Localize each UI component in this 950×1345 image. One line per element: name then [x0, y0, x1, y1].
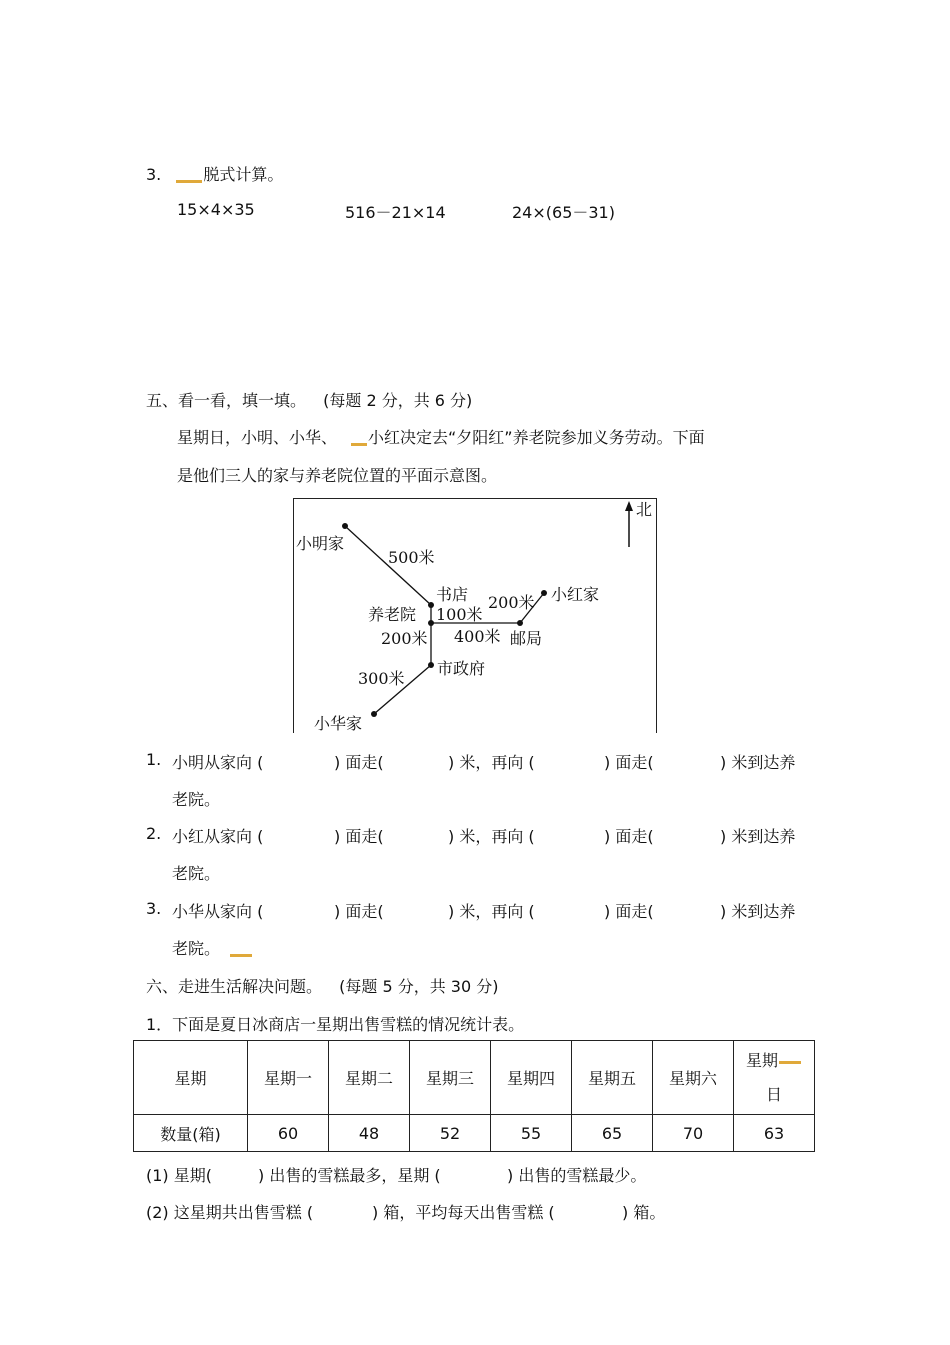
question-text: 脱式计算。 — [203, 165, 284, 184]
section-5-intro-line-1 — [177, 425, 705, 448]
section-score: (每题 5 分，共 30 分) — [339, 977, 499, 996]
question-text: ) 面走( — [604, 827, 654, 846]
intro-text: 星期日，小明、小华、 — [177, 428, 338, 447]
highlight-mark — [779, 1061, 801, 1064]
question-text: ) 箱。 — [622, 1203, 666, 1222]
table-cell: 65 — [572, 1115, 653, 1152]
question-number: 1. — [146, 750, 162, 769]
table-cell: 63 — [734, 1115, 815, 1152]
table-cell: 52 — [410, 1115, 491, 1152]
table-row-header: 数量(箱) — [134, 1115, 248, 1152]
expression-1: 15×4×35 — [177, 200, 255, 219]
question-text: 老院。 — [172, 790, 221, 809]
point-xiaohong-home — [541, 590, 547, 596]
expression-2: 516－21×14 — [345, 203, 446, 222]
label-post-office: 邮局 — [510, 629, 543, 648]
label-nursing-home: 养老院 — [368, 605, 417, 624]
distance-label: 200米 — [488, 593, 535, 612]
table-cell: 60 — [248, 1115, 329, 1152]
question-text: 老院。 — [172, 864, 221, 883]
question-text: ) 面走( — [334, 902, 384, 921]
question-number: 3. — [146, 899, 162, 918]
section-title: 五、看一看，填一填。 — [146, 391, 307, 410]
question-number: 2. — [146, 824, 162, 843]
north-label: 北 — [636, 500, 653, 519]
question-text: 小明从家向 ( — [172, 753, 264, 772]
table-header-cell — [734, 1041, 815, 1115]
location-map — [293, 498, 657, 733]
question-text: (1) 星期( — [146, 1166, 212, 1185]
table-cell: 48 — [329, 1115, 410, 1152]
question-text: ) 出售的雪糕最多，星期 ( — [258, 1166, 441, 1185]
question-text: ) 米，再向 ( — [448, 902, 535, 921]
section-title: 六、走进生活解决问题。 — [146, 977, 323, 996]
section-5-heading — [146, 388, 472, 411]
question-text: ) 米到达养 — [720, 902, 796, 921]
question-text: ) 出售的雪糕最少。 — [507, 1166, 647, 1185]
map-drawing — [294, 499, 656, 733]
question-text: ) 米，再向 ( — [448, 753, 535, 772]
section-5-intro-line-2: 是他们三人的家与养老院位置的平面示意图。 — [177, 466, 498, 485]
question-text: ) 面走( — [334, 753, 384, 772]
last-day-line-1 — [734, 1044, 814, 1078]
point-post-office — [517, 620, 523, 626]
question-3-title — [146, 162, 283, 185]
point-nursing-home — [428, 620, 434, 626]
table-header-cell: 星期四 — [491, 1041, 572, 1115]
question-text: ) 面走( — [604, 902, 654, 921]
question-1-intro: 1．下面是夏日冰商店一星期出售雪糕的情况统计表。 — [146, 1015, 525, 1034]
point-xiaohua-home — [371, 711, 377, 717]
table-header-cell: 星期二 — [329, 1041, 410, 1115]
question-text: 小红从家向 ( — [172, 827, 264, 846]
section-6-heading — [146, 974, 498, 997]
label-city-hall: 市政府 — [437, 659, 486, 678]
question-text: ) 面走( — [604, 753, 654, 772]
table-header-cell: 星期一 — [248, 1041, 329, 1115]
label-bookstore: 书店 — [436, 585, 469, 604]
sales-table — [133, 1040, 815, 1152]
table-cell: 55 — [491, 1115, 572, 1152]
cell-text: 日 — [765, 1084, 782, 1104]
question-text: ) 箱，平均每天出售雪糕 ( — [372, 1203, 555, 1222]
table-header-cell: 星期六 — [653, 1041, 734, 1115]
intro-text: 小红决定去“夕阳红”养老院参加义务劳动。下面 — [368, 428, 705, 447]
highlight-mark — [230, 954, 252, 957]
question-end-line — [172, 936, 253, 959]
table-cell: 70 — [653, 1115, 734, 1152]
highlight-mark — [176, 180, 202, 183]
point-city-hall — [428, 662, 434, 668]
question-text: ) 米到达养 — [720, 753, 796, 772]
table-row — [134, 1115, 815, 1152]
distance-label: 300米 — [358, 669, 405, 688]
distance-label: 100米 — [436, 605, 483, 624]
point-xiaoming-home — [342, 523, 348, 529]
question-text: (2) 这星期共出售雪糕 ( — [146, 1203, 314, 1222]
table-header-cell: 星期五 — [572, 1041, 653, 1115]
label-xiaohua-home: 小华家 — [314, 714, 363, 733]
highlight-mark — [351, 443, 367, 446]
table-header-cell: 星期三 — [410, 1041, 491, 1115]
cell-text: 星期 — [745, 1050, 778, 1070]
table-row — [134, 1041, 815, 1115]
question-text: ) 面走( — [334, 827, 384, 846]
distance-label: 400米 — [454, 627, 501, 646]
north-arrowhead — [625, 501, 633, 511]
question-text: 小华从家向 ( — [172, 902, 264, 921]
section-score: (每题 2 分，共 6 分) — [323, 391, 473, 410]
question-number: 3. — [146, 165, 162, 184]
expression-3: 24×(65－31) — [512, 203, 615, 222]
question-text: ) 米到达养 — [720, 827, 796, 846]
question-text: 老院。 — [172, 939, 221, 958]
label-xiaohong-home: 小红家 — [551, 585, 600, 604]
label-xiaoming-home: 小明家 — [296, 534, 345, 553]
distance-label: 200米 — [381, 629, 428, 648]
table-header-cell: 星期 — [134, 1041, 248, 1115]
question-text: ) 米，再向 ( — [448, 827, 535, 846]
distance-label: 500米 — [388, 548, 435, 567]
point-bookstore — [428, 602, 434, 608]
